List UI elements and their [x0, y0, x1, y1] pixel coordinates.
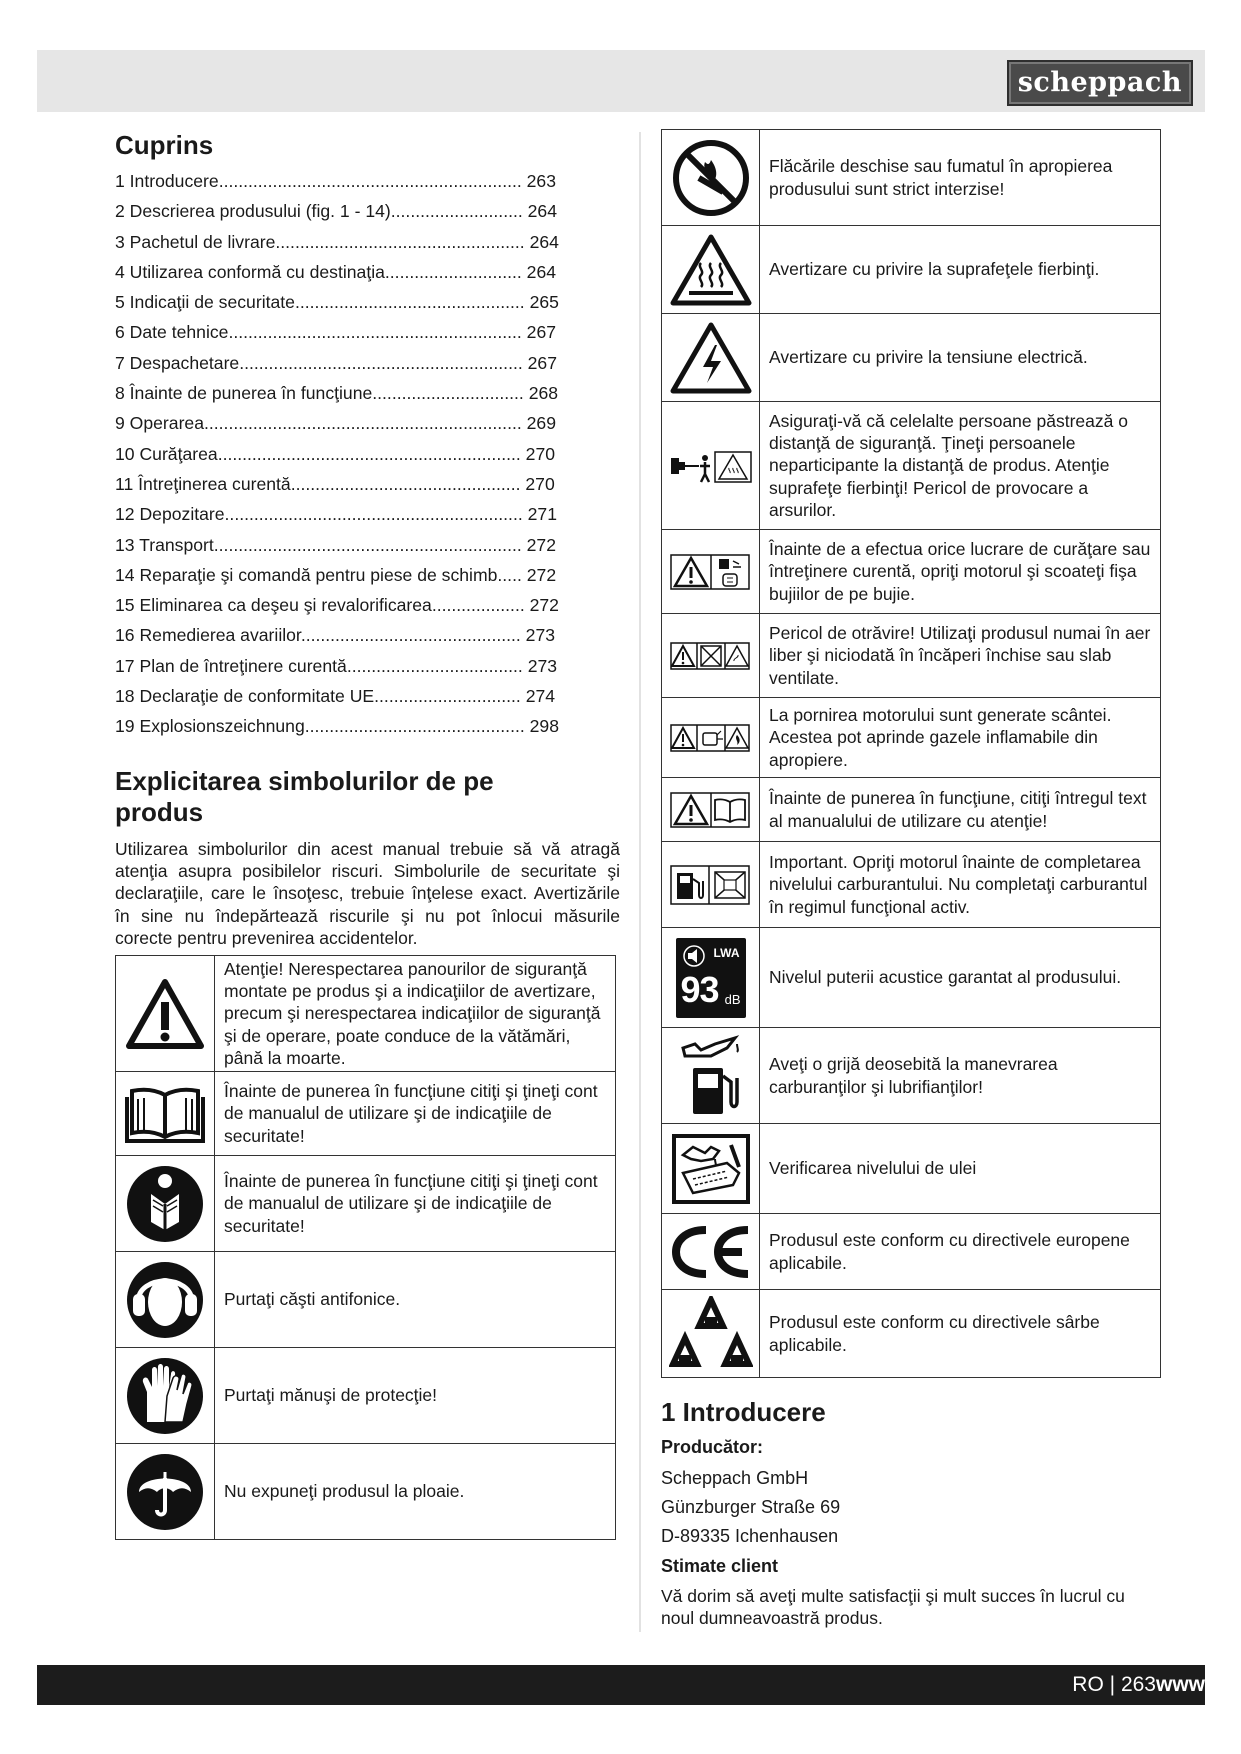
toc-leader-dots: ............................................. [304, 716, 530, 737]
toc-leader-dots: ..... [497, 564, 527, 585]
scheppach-logo: scheppach [1007, 60, 1193, 106]
read-manual-warning-icon [662, 778, 760, 842]
symbol-description: Important. Opriţi motorul înainte de completarea nivelului carburantului. Nu completaţi carburantul în regimul funcţional activ. [760, 842, 1161, 928]
toc-leader-dots: .......................................................... [239, 352, 528, 373]
symbol-row [116, 1252, 616, 1348]
toc-item [115, 560, 620, 590]
symbol-row [662, 928, 1161, 1028]
toc-item-label: 1 Introducere [115, 171, 219, 191]
toc-item-label: 9 Operarea [115, 413, 204, 434]
poisoning-icon [662, 614, 760, 698]
greeting-text: Vă dorim să aveţi multe satisfacţii şi mult succes în lucrul cu noul dumneavoastră produs. [661, 1586, 1125, 1628]
toc-item [115, 530, 620, 560]
toc-item [115, 378, 620, 408]
toc-item [115, 196, 620, 226]
toc-item-page: 263 [526, 171, 556, 191]
symbol-description: Nu expuneţi produsul la ploaie. [215, 1444, 616, 1540]
umbrella-rain-icon [116, 1444, 215, 1540]
symbol-row [662, 1290, 1161, 1378]
symbol-row [116, 1348, 616, 1444]
toc-item [115, 590, 620, 620]
toc-item-label: 3 Pachetul de livrare [115, 231, 276, 252]
introduction-title: 1 Introducere [661, 1397, 826, 1427]
toc-item-page: 264 [527, 201, 557, 222]
symbol-description: Purtaţi căşti antifonice. [215, 1252, 616, 1348]
table-of-contents [115, 166, 620, 742]
toc-leader-dots: ............................ [384, 261, 527, 282]
toc-item-label: 18 Declaraţie de conformitate UE [115, 686, 375, 707]
hot-surface-icon [662, 226, 760, 314]
toc-leader-dots: ........................... [390, 201, 528, 222]
address-line: D-89335 Ichenhausen [661, 1526, 839, 1546]
open-book-icon [116, 1072, 215, 1156]
toc-item-label: 12 Depozitare [115, 504, 225, 525]
symbols-table-left [115, 955, 616, 1540]
toc-item-page: 298 [529, 716, 559, 737]
page-footer [37, 1665, 1205, 1705]
toc-item-label: 19 Explosionszeichnung [115, 716, 305, 737]
symbol-row [116, 956, 616, 1072]
symbol-description: Avertizare cu privire la tensiune electrică. [760, 314, 1161, 402]
toc-item-label: 7 Despachetare [115, 352, 240, 373]
fuel-lubricant-icon [662, 1028, 760, 1124]
symbols-table-right [661, 129, 1161, 1378]
toc-item-page: 270 [525, 443, 556, 464]
symbol-description: Aveţi o grijă deosebită la manevrarea carburanţilor şi lubrifianţilor! [760, 1028, 1161, 1124]
ear-protection-icon [116, 1252, 215, 1348]
toc-item-label: 13 Transport [115, 534, 214, 555]
lwa-value: 93 [680, 968, 719, 1010]
footer-page-info [1072, 1665, 1205, 1705]
toc-item-page: 264 [529, 231, 559, 252]
symbol-description: Pericol de otrăvire! Utilizaţi produsul numai în aer liber şi niciodată în încăperi închise sau slab ventilate. [760, 614, 1161, 698]
toc-item [115, 469, 620, 499]
greeting-label: Stimate client [661, 1556, 779, 1576]
toc-item-label: 14 Reparaţie şi comandă pentru piese de schimb [115, 564, 498, 585]
right-column [661, 129, 1161, 1629]
toc-item-page: 268 [528, 383, 559, 404]
toc-leader-dots: ............................................. [300, 625, 526, 646]
toc-leader-dots: ............................................................... [213, 534, 527, 555]
symbol-description: Atenţie! Nerespectarea panourilor de siguranţă montate pe produs şi a indicaţiilor de avertizare, precum şi nerespectarea indicaţiilor de siguranţă şi de operare, poate conduce de la vătămări, până la moarte. [215, 956, 616, 1072]
ce-mark-icon [662, 1214, 760, 1290]
toc-item [115, 620, 620, 650]
toc-item-label: 6 Date tehnice [115, 322, 229, 343]
toc-item [115, 348, 620, 378]
symbol-row [662, 698, 1161, 778]
sound-power-icon [662, 928, 760, 1028]
toc-item [115, 408, 620, 438]
symbol-row [662, 614, 1161, 698]
toc-item-page: 265 [529, 292, 559, 313]
column-divider [639, 132, 641, 1632]
symbol-description: Purtaţi mănuşi de protecţie! [215, 1348, 616, 1444]
symbol-description: Produsul este conform cu directivele sârbe aplicabile. [760, 1290, 1161, 1378]
toc-item-page: 274 [525, 686, 556, 707]
symbol-description: Înainte de punerea în funcţiune, citiţi întregul text al manualului de utilizare cu atenţie! [760, 778, 1161, 842]
symbol-row [116, 1156, 616, 1252]
toc-leader-dots: ................................................... [275, 231, 530, 252]
symbol-description: Înainte de a efectua orice lucrare de curăţare sau întreţinere curentă, opriţi motorul şi scoateţi fişa bujiilor de pe bujie. [760, 530, 1161, 614]
footer-www: www [1155, 1673, 1205, 1696]
symbol-row [116, 1072, 616, 1156]
toc-leader-dots: ................... [431, 595, 530, 616]
footer-page-number: 263 [1120, 1673, 1156, 1696]
toc-item [115, 317, 620, 347]
symbol-description: Nivelul puterii acustice garantat al produsului. [760, 928, 1161, 1028]
warning-triangle-icon [116, 956, 215, 1072]
lwa-label: LWA [713, 945, 740, 960]
address-line: Scheppach GmbH [661, 1468, 809, 1488]
address-line: Günzburger Straße 69 [661, 1497, 841, 1517]
symbol-description: Înainte de punerea în funcţiune citiţi şi ţineţi cont de manualul de utilizare şi de indicaţiile de securitate! [215, 1072, 616, 1156]
spark-plug-icon [662, 530, 760, 614]
toc-item-page: 267 [527, 352, 557, 373]
toc-item [115, 287, 620, 317]
high-voltage-icon [662, 314, 760, 402]
toc-item-page: 273 [527, 655, 558, 676]
toc-item-label: 8 Înainte de punerea în funcţiune [115, 383, 373, 404]
toc-item-label: 4 Utilizarea conformă cu destinaţia [115, 261, 385, 282]
toc-leader-dots: ............................................... [290, 473, 526, 494]
toc-item [115, 711, 620, 741]
toc-leader-dots: ............................................................. [224, 504, 528, 525]
toc-item-page: 272 [526, 564, 557, 585]
symbol-row [116, 1444, 616, 1540]
symbol-row [662, 842, 1161, 928]
left-column [115, 128, 620, 1540]
toc-leader-dots: .............................................................. [218, 171, 527, 191]
footer-language: RO [1072, 1673, 1104, 1696]
toc-item-page: 264 [526, 261, 557, 282]
toc-leader-dots: ............................................... [294, 292, 530, 313]
symbol-description: Asiguraţi-vă că celelalte persoane păstrează o distanţă de siguranţă. Ţineţi persoanele neparticipante la distanţă de produs. Atenţie suprafeţe fierbinţi! Pericol de provocare a arsurilor. [760, 402, 1161, 530]
symbol-description: Avertizare cu privire la suprafeţele fierbinţi. [760, 226, 1161, 314]
symbol-row [662, 1028, 1161, 1124]
toc-item [115, 439, 620, 469]
protective-gloves-icon [116, 1348, 215, 1444]
symbol-description: Înainte de punerea în funcţiune citiţi şi ţineţi cont de manualul de utilizare şi de indicaţiile de securitate! [215, 1156, 616, 1252]
symbol-row [662, 226, 1161, 314]
footer-separator: | [1109, 1673, 1116, 1696]
serbian-aaa-icon [662, 1290, 760, 1378]
sound-power-badge [676, 938, 746, 1018]
toc-item-label: 16 Remedierea avariilor [115, 625, 301, 646]
manufacturer-address [661, 1464, 1161, 1551]
symbol-row [662, 1214, 1161, 1290]
no-open-flame-icon [662, 130, 760, 226]
symbols-intro-text: Utilizarea simbolurilor din acest manual trebuie să vă atragă atenţia asupra posibilelor riscuri. Simbolurile de securitate şi declaraţiile, care le însoţesc, trebuie înţelese exact. Avertizările în sine nu îndepărtează riscurile şi nu pot înlocui măsurile corecte pentru prevenirea accidentelor. [115, 838, 620, 948]
toc-item-page: 269 [526, 413, 556, 434]
toc-leader-dots: .............................................................. [217, 443, 526, 464]
lwa-unit: dB [724, 991, 741, 1007]
symbols-title: Explicitarea simbolurilor de pe produs [115, 765, 494, 827]
toc-item-label: 17 Plan de întreţinere curentă [115, 655, 347, 676]
symbol-row [662, 1124, 1161, 1214]
oil-level-icon [662, 1124, 760, 1214]
toc-item [115, 227, 620, 257]
toc-item [115, 651, 620, 681]
toc-item-page: 270 [525, 473, 555, 494]
symbol-description: Verificarea nivelului de ulei [760, 1124, 1161, 1214]
toc-item-page: 273 [525, 625, 556, 646]
toc-item-page: 272 [529, 595, 559, 616]
toc-leader-dots: ............................... [372, 383, 529, 404]
toc-item [115, 681, 620, 711]
symbol-row [662, 530, 1161, 614]
toc-item [115, 257, 620, 287]
sound-wave-icon [682, 944, 706, 968]
symbol-description: Flăcările deschise sau fumatul în apropierea produsului sunt strict interzise! [760, 130, 1161, 226]
symbol-description: La pornirea motorului sunt generate scântei. Acestea pot aprinde gazele inflamabile din apropiere. [760, 698, 1161, 778]
keep-distance-icon [662, 402, 760, 530]
toc-item-label: 15 Eliminarea ca deşeu şi revalorificarea [115, 595, 432, 616]
symbol-row [662, 130, 1161, 226]
toc-item [115, 499, 620, 529]
refuel-engine-off-icon [662, 842, 760, 928]
page-header [37, 50, 1205, 112]
toc-leader-dots: ................................................................. [204, 413, 527, 434]
toc-item-page: 272 [526, 534, 556, 555]
manufacturer-label: Producător: [661, 1437, 764, 1457]
toc-item-label: 10 Curăţarea [115, 443, 218, 464]
toc-item-label: 11 Întreţinerea curentă [115, 473, 291, 494]
toc-leader-dots: ............................................................ [228, 322, 527, 343]
toc-item [115, 166, 620, 196]
toc-title: Cuprins [115, 130, 214, 160]
read-manual-icon [116, 1156, 215, 1252]
toc-item-label: 2 Descrierea produsului (fig. 1 - 14) [115, 201, 391, 222]
toc-item-label: 5 Indicaţii de securitate [115, 292, 295, 313]
toc-leader-dots: .................................... [346, 655, 528, 676]
symbol-description: Produsul este conform cu directivele europene aplicabile. [760, 1214, 1161, 1290]
toc-item-page: 267 [526, 322, 557, 343]
toc-leader-dots: .............................. [374, 686, 526, 707]
symbol-row [662, 402, 1161, 530]
toc-item-page: 271 [527, 504, 557, 525]
symbol-row [662, 778, 1161, 842]
symbol-row [662, 314, 1161, 402]
sparks-flammable-icon [662, 698, 760, 778]
